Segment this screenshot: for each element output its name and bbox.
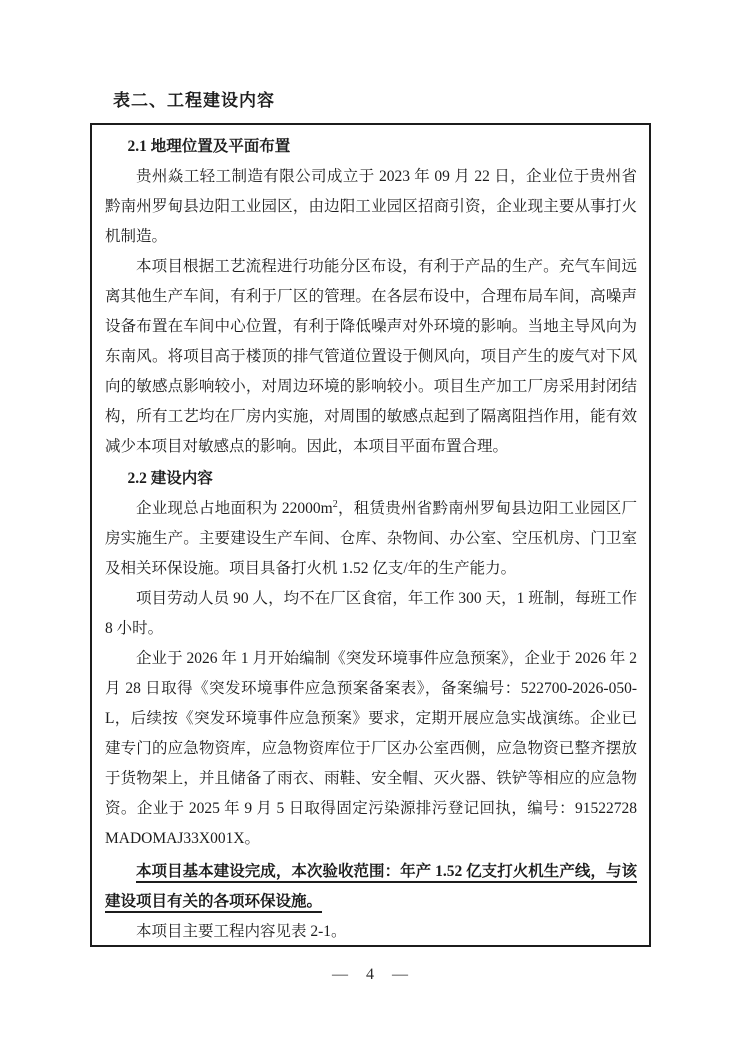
content-border-box [90, 123, 651, 947]
paragraph-site-area [105, 494, 637, 584]
site-area-text-start: 企业现总占地面积为 22000m [136, 500, 333, 517]
square-meter-superscript: 2 [332, 498, 338, 510]
page-title: 表二、工程建设内容 [113, 91, 275, 110]
acceptance-scope-underlined-text: 本项目基本建设完成，本次验收范围：年产 1.52 亿支打火机生产线，与该建设项目有关的各项环保设施。 [105, 863, 637, 910]
section-heading-2-1: 2.1 地理位置及平面布置 [127, 138, 291, 155]
paragraph-staffing: 项目劳动人员 90 人，均不在厂区食宿，年工作 300 天，1 班制，每班工作 8 小时。 [105, 590, 637, 637]
paragraph-acceptance-scope [105, 857, 637, 917]
site-area-text-end: ，租赁贵州省黔南州罗甸县边阳工业园区厂房实施生产。主要建设生产车间、仓库、杂物间、办公室、空压机房、门卫室及相关环保设施。项目具备打火机 1.52 亿支/年的生产能力。 [105, 500, 637, 577]
section-heading-2-2: 2.2 建设内容 [127, 470, 213, 487]
paragraph-company-intro: 贵州焱工轻工制造有限公司成立于 2023 年 09 月 22 日，企业位于贵州省黔南州罗甸县边阳工业园区，由边阳工业园区招商引资，企业现主要从事打火机制造。 [105, 168, 637, 245]
paragraph-see-table: 本项目主要工程内容见表 2-1。 [136, 923, 347, 940]
page-number: — 4 — [332, 966, 408, 983]
paragraph-layout-description: 本项目根据工艺流程进行功能分区布设，有利于产品的生产。充气车间远离其他生产车间，有利于厂区的管理。在各层布设中，合理布局车间，高噪声设备布置在车间中心位置，有利于降低噪声对外环境的影响。当地主导风向为东南风。将项目高于楼顶的排气管道位置设于侧风向，项目产生的废气对下风向的敏感点影响较小，对周边环境的影响较小。项目生产加工厂房采用封闭结构，所有工艺均在厂房内实施，对周围的敏感点起到了隔离阻挡作用，能有效减少本项目对敏感点的影响。因此，本项目平面布置合理。 [105, 258, 637, 455]
paragraph-emergency-plan: 企业于 2026 年 1 月开始编制《突发环境事件应急预案》，企业于 2026 年 2 月 28 日取得《突发环境事件应急预案备案表》，备案编号：522700-2026-050-L，后续按《突发环境事件应急预案》要求，定期开展应急实战演练。企业已建专门的应急物资库，应急物资库位于厂区办公室西侧，应急物资已整齐摆放于货物架上，并且储备了雨衣、雨鞋、安全帽、灭火器、铁铲等相应的应急物资。企业于 2025 年 9 月 5 日取得固定污染源排污登记回执，编号：91522728MADOMAJ33X001X。 [105, 650, 637, 847]
